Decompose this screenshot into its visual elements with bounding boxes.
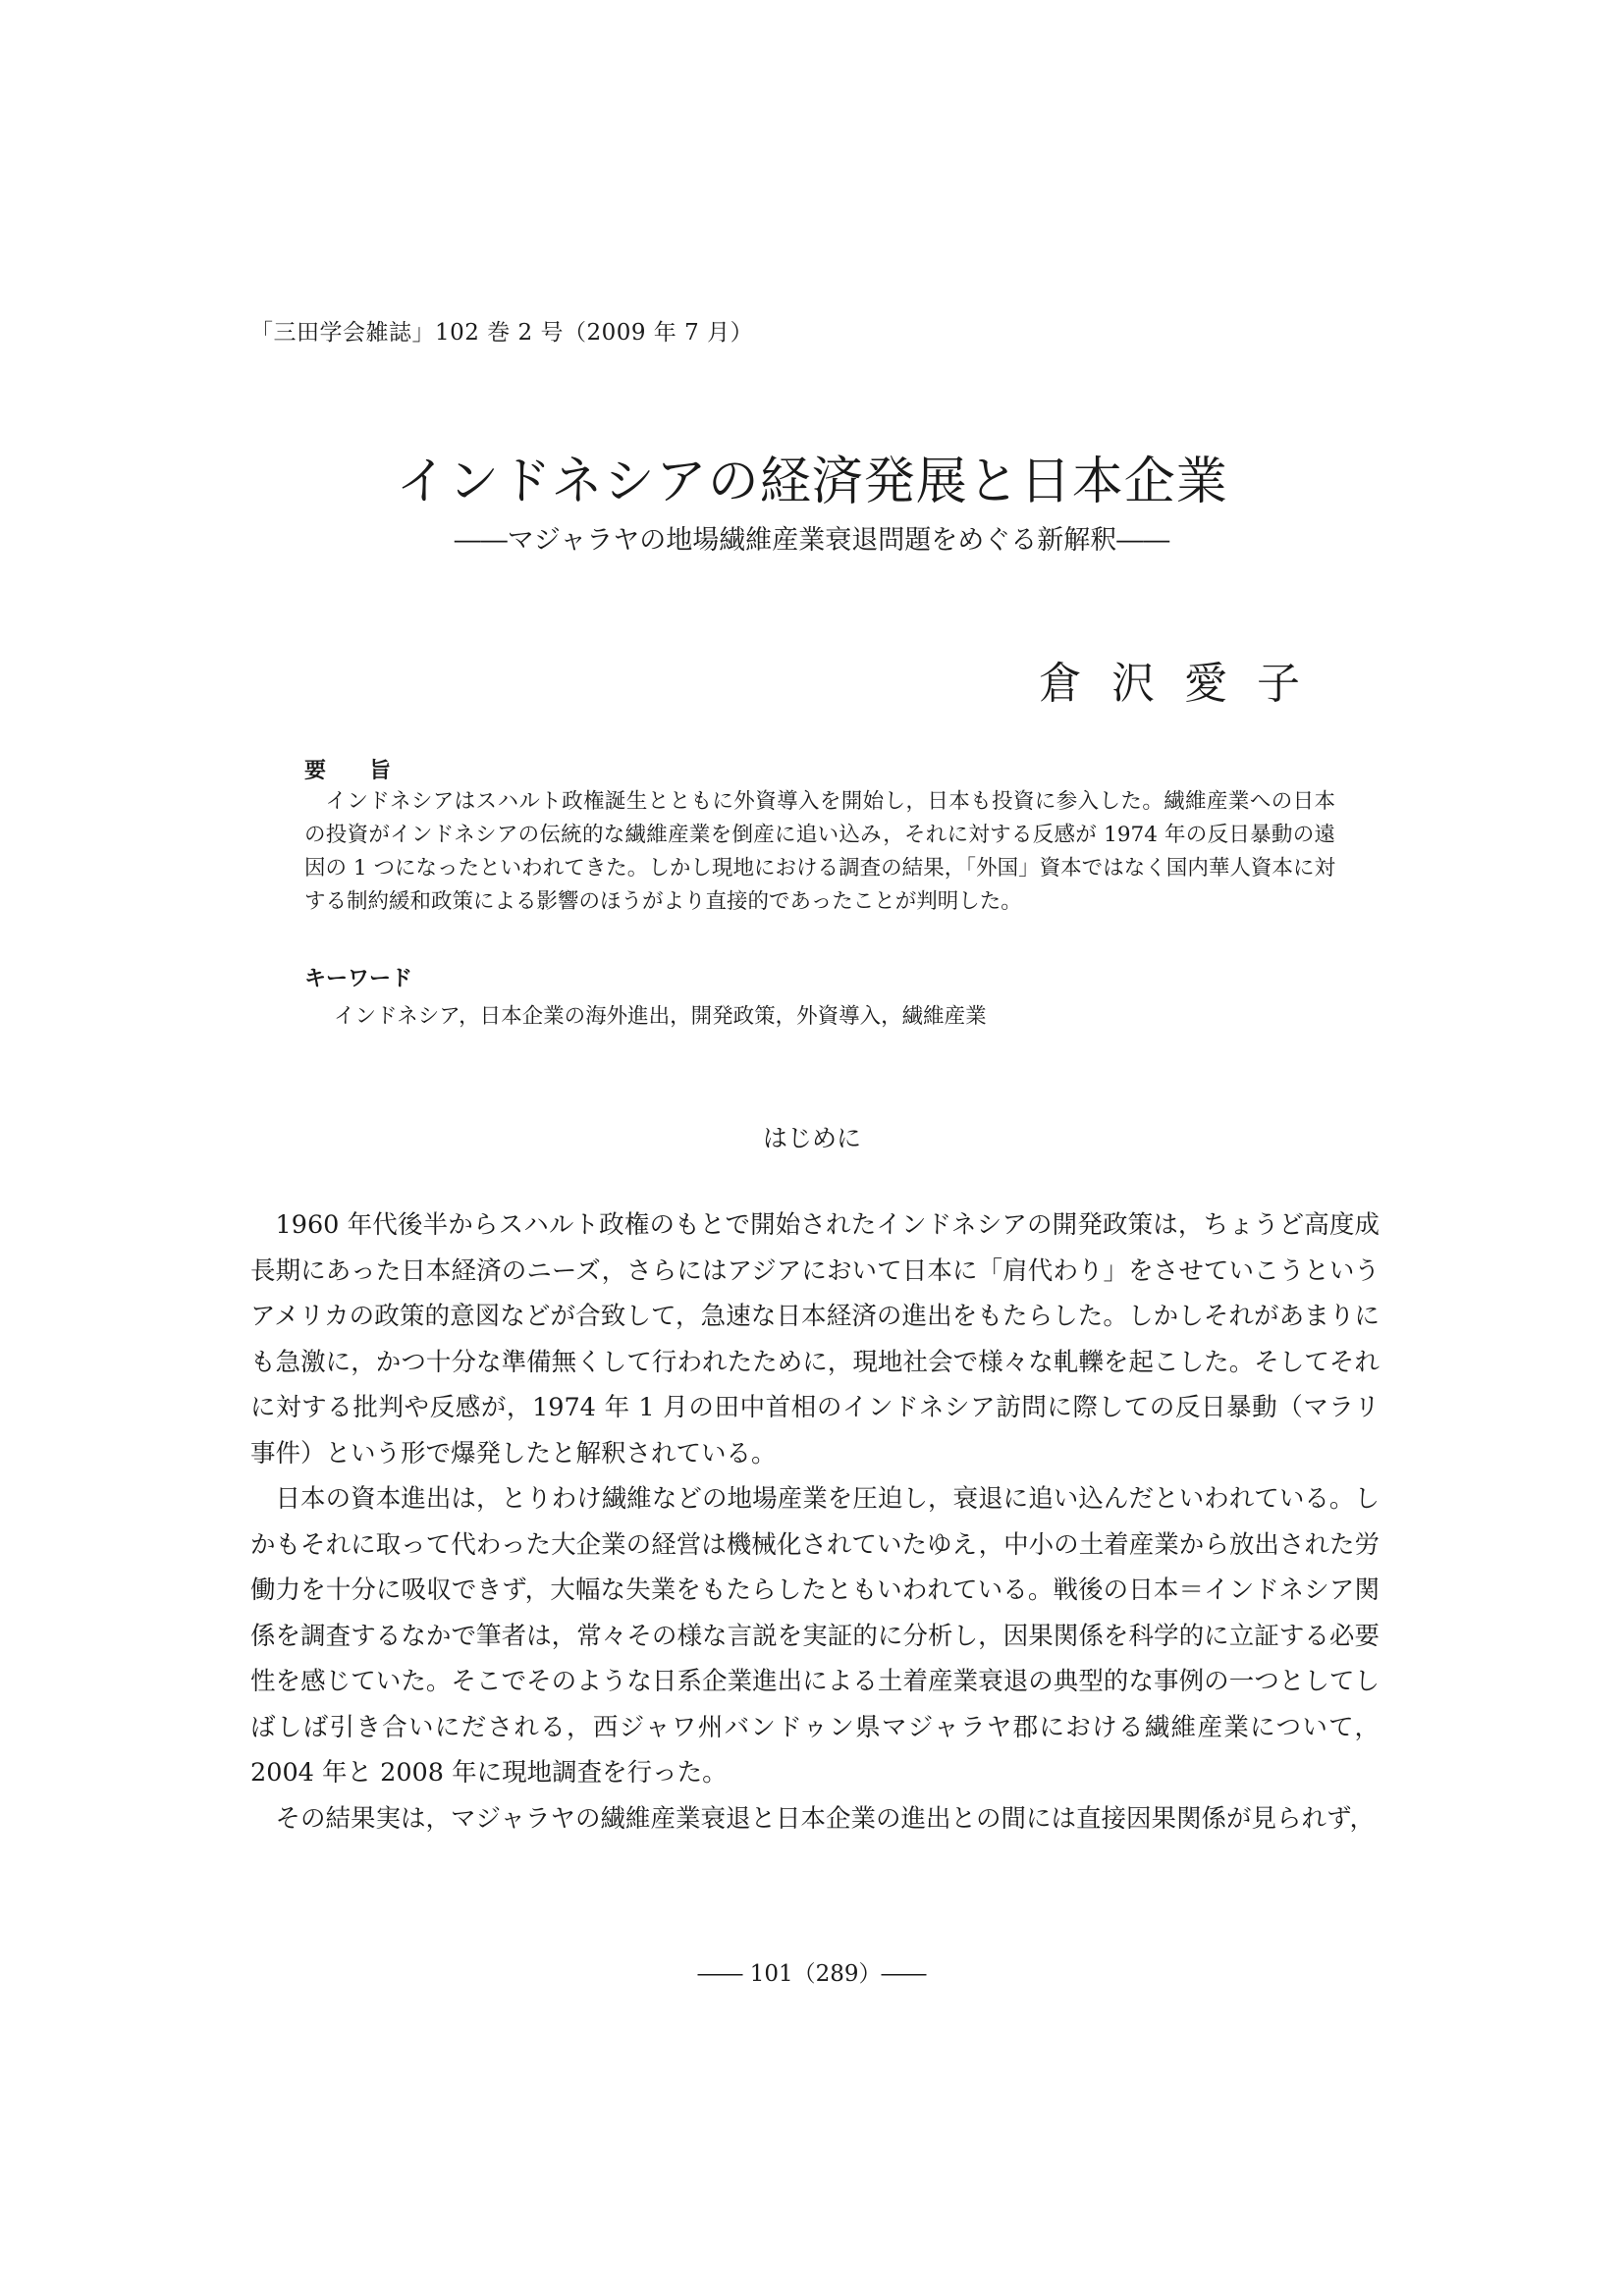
paragraph: 日本の資本進出は，とりわけ繊維などの地場産業を圧迫し，衰退に追い込んだといわれている。しかもそれに取って代わった大企業の経営は機械化されていたゆえ，中小の土着産業から放出された労働力を十分に吸収できず，大幅な失業をもたらしたともいわれている。戦後の日本＝インドネシア関係を調査するなかで筆者は，常々その様な言説を実証的に分析し，因果関係を科学的に立証する必要性を感じていた。そこでそのような日系企業進出による土着産業衰退の典型的な事例の一つとしてしばしば引き合いにだされる，西ジャワ州バンドゥン県マジャラヤ郡における繊維産業について，2004 年と 2008 年に現地調査を行った。 <box>250 1484 1380 1788</box>
article-title: インドネシアの経済発展と日本企業 <box>396 453 1228 511</box>
journal-citation: 「三田学会雑誌」102 巻 2 号（2009 年 7 月） <box>250 320 754 346</box>
page-number: ―― 101（289）―― <box>697 1961 927 1987</box>
abstract-text: インドネシアはスハルト政権誕生とともに外資導入を開始し，日本も投資に参入した。繊維産業への日本の投資がインドネシアの伝統的な繊維産業を倒産に追い込み，それに対する反感が 1974 年の反日暴動の遠因の 1 つになったといわれてきた。しかし現地における調査の結果，「外国」資本ではなく国内華人資本に対する制約緩和政策による影響のほうがより直接的であったことが判明した。 <box>304 789 1335 914</box>
section-heading: はじめに <box>762 1124 861 1152</box>
paragraph: その結果実は，マジャラヤの繊維産業衰退と日本企業の進出との間には直接因果関係が見られず， <box>275 1803 1375 1834</box>
keywords-text: インドネシア，日本企業の海外進出，開発政策，外資導入，繊維産業 <box>334 1004 987 1029</box>
body-text <box>250 1202 1380 1842</box>
article-subtitle: ――マジャラヤの地場繊維産業衰退問題をめぐる新解釈―― <box>454 525 1170 556</box>
paragraph: 1960 年代後半からスハルト政権のもとで開始されたインドネシアの開発政策は，ちょうど高度成長期にあった日本経済のニーズ，さらにはアジアにおいて日本に「肩代わり」をさせていこうというアメリカの政策的意図などが合致して，急速な日本経済の進出をもたらした。しかしそれがあまりにも急激に，かつ十分な準備無くして行われたために，現地社会で様々な軋轢を起こした。そしてそれに対する批判や反感が，1974 年 1 月の田中首相のインドネシア訪問に際しての反日暴動（マラリ事件）という形で爆発したと解釈されている。 <box>250 1210 1380 1468</box>
abstract-heading: 要旨 <box>304 759 435 783</box>
author-name: 倉沢愛子 <box>1039 659 1329 709</box>
keywords-heading: キーワード <box>304 967 413 991</box>
